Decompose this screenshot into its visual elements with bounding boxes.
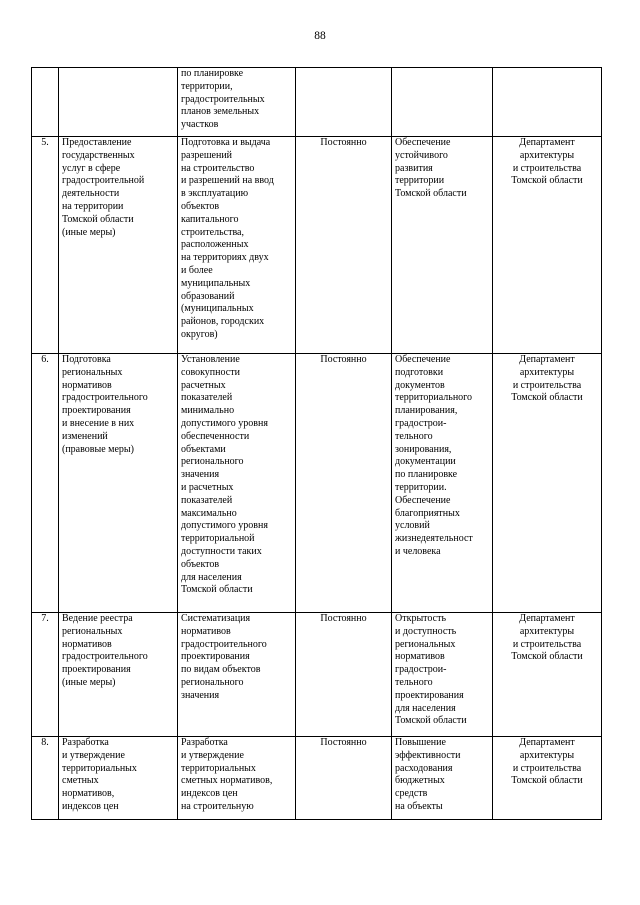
measure-content: Установление совокупности расчетных показателей минимально допустимого уровня обеспеченности объектами регионального значения и расчетных показателей максимально допустимого уровня территориальной доступности таких объектов для населения Томской области — [178, 354, 296, 613]
measure-name — [59, 68, 178, 137]
measure-result: Обеспечение подготовки документов территориального планирования, градострои- тельного зонирования, документации по планировке территории. Обеспечение благоприятных условий жизнедеятельност и человека — [392, 354, 493, 613]
measure-responsible: Департамент архитектуры и строительства Томской области — [493, 613, 602, 737]
measure-result: Открытость и доступность региональных нормативов градострои- тельного проектирования для населения Томской области — [392, 613, 493, 737]
measure-content: Систематизация нормативов градостроительного проектирования по видам объектов регионального значения — [178, 613, 296, 737]
row-number: 7. — [32, 613, 59, 737]
table-row — [32, 354, 602, 613]
measure-name: Ведение реестра региональных нормативов градостроительного проектирования (иные меры) — [59, 613, 178, 737]
measure-name: Подготовка региональных нормативов градостроительного проектирования и внесение в них изменений (правовые меры) — [59, 354, 178, 613]
measures-table — [31, 67, 602, 820]
row-number: 8. — [32, 737, 59, 820]
measure-responsible: Департамент архитектуры и строительства Томской области — [493, 137, 602, 354]
row-number — [32, 68, 59, 137]
measure-period: Постоянно — [296, 137, 392, 354]
measure-responsible: Департамент архитектуры и строительства Томской области — [493, 354, 602, 613]
measure-content: Подготовка и выдача разрешений на строительство и разрешений на ввод в эксплуатацию объектов капитального строительства, расположенных на территориях двух и более муниципальных образований (муниципальных районов, городских округов) — [178, 137, 296, 354]
table-row — [32, 137, 602, 354]
measure-content: по планировке территории, градостроительных планов земельных участков — [178, 68, 296, 137]
page-number: 88 — [314, 30, 326, 42]
measure-period — [296, 68, 392, 137]
measure-content: Разработка и утверждение территориальных сметных нормативов, индексов цен на строительную — [178, 737, 296, 820]
table-row — [32, 68, 602, 137]
measure-result — [392, 68, 493, 137]
measure-result: Обеспечение устойчивого развития территории Томской области — [392, 137, 493, 354]
table-row — [32, 737, 602, 820]
measure-name: Разработка и утверждение территориальных сметных нормативов, индексов цен — [59, 737, 178, 820]
table-row — [32, 613, 602, 737]
row-number: 6. — [32, 354, 59, 613]
measure-result: Повышение эффективности расходования бюджетных средств на объекты — [392, 737, 493, 820]
measure-name: Предоставление государственных услуг в сфере градостроительной деятельности на территории Томской области (иные меры) — [59, 137, 178, 354]
measure-responsible: Департамент архитектуры и строительства Томской области — [493, 737, 602, 820]
measure-responsible — [493, 68, 602, 137]
measure-period: Постоянно — [296, 737, 392, 820]
measure-period: Постоянно — [296, 354, 392, 613]
measure-period: Постоянно — [296, 613, 392, 737]
row-number: 5. — [32, 137, 59, 354]
